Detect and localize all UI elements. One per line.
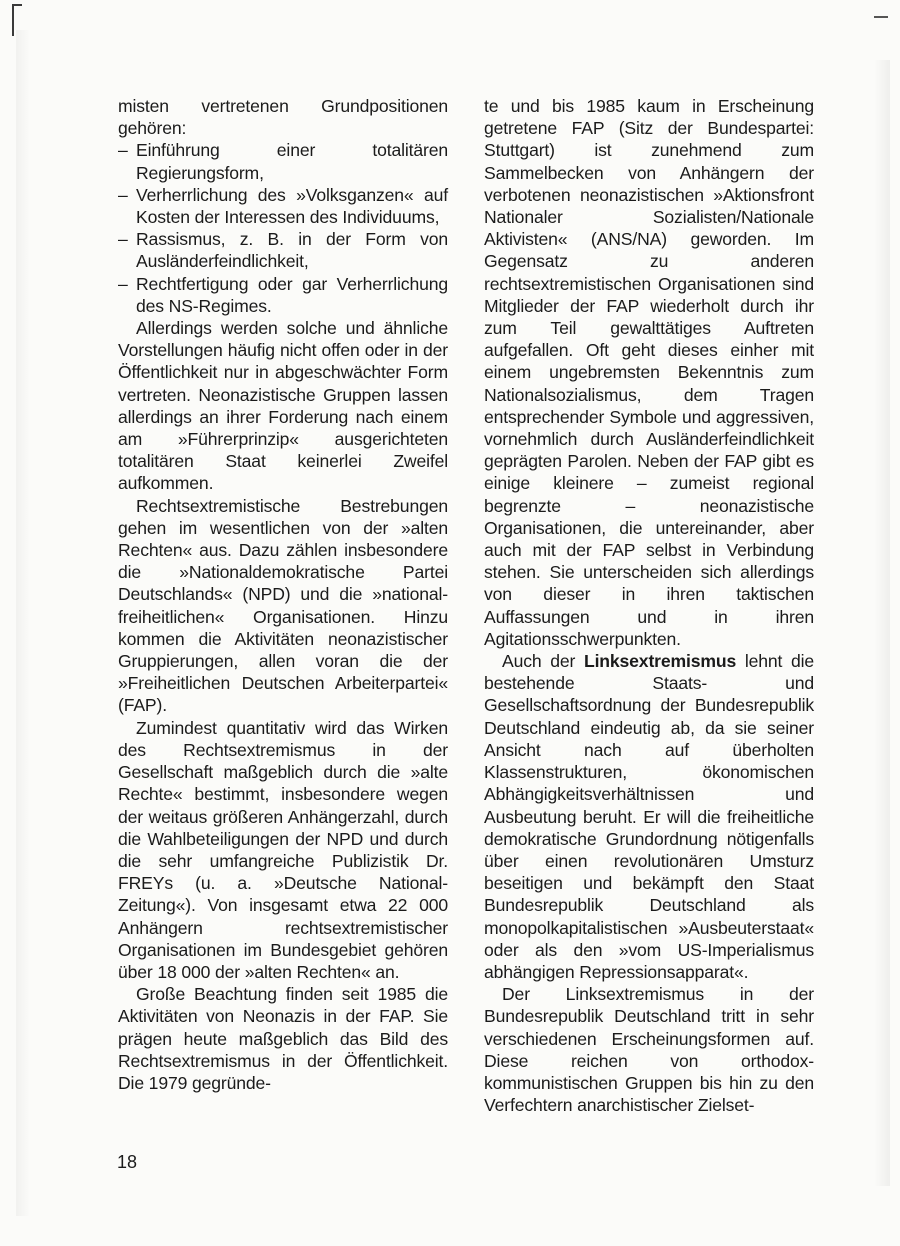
page-number: 18 (117, 1152, 138, 1172)
page-edge-shadow (874, 60, 890, 1186)
list-item (118, 184, 448, 228)
bold-term: Linksextremismus (583, 651, 737, 672)
list-item-text: Rassismus, z. B. in der Form von Ausländerfeindlichkeit, (136, 229, 448, 272)
paragraph (484, 650, 814, 983)
page-edge-shadow (16, 30, 30, 1216)
left-column (118, 95, 448, 1094)
paragraph: Große Beachtung finden seit 1985 die Aktivitäten von Neonazis in der FAP. Sie prägen heute maßgeblich das Bild des Rechtsextremismus in der Öffentlichkeit. Die 1979 gegründe- (118, 984, 448, 1093)
crop-mark (874, 16, 888, 18)
list-item-text: Rechtfertigung oder gar Verherrlichung des NS-Regimes. (136, 273, 448, 316)
dash-bullet: – (118, 273, 128, 294)
paragraph: Rechtsextremistische Bestrebungen gehen im wesentlichen von der »alten Rechten« aus. Dazu zählen insbesondere die »Nationaldemokratische Partei Deutschlands« (NPD) und die »national-freiheitlichen« Organisationen. Hinzu kommen die Aktivitäten neonazistischer Gruppierungen, allen voran die der »Freiheitlichen Deutschen Arbeiterpartei« (FAP). (118, 495, 448, 716)
paragraph: Allerdings werden solche und ähnliche Vorstellungen häufig nicht offen oder in der Öffentlichkeit nur in abgeschwächter Form vertreten. Neonazistische Gruppen lassen allerdings an ihrer Forderung nach einem am »Führerprinzip« ausgerichteten totalitären Staat keinerlei Zweifel aufkommen. (118, 318, 448, 494)
dash-bullet: – (118, 229, 128, 250)
paragraph: te und bis 1985 kaum in Erscheinung getretene FAP (Sitz der Bundespartei: Stuttgart) ist zunehmend zum Sammelbecken von Anhängern der verbotenen neonazistischen »Aktionsfront Nationaler Sozialisten/Nationale Aktivisten« (ANS/NA) geworden. Im Gegensatz zu anderen rechtsextremistischen Organisationen sind Mitglieder der FAP wiederholt durch ihr zum Teil gewalttätiges Auftreten aufgefallen. Oft geht dieses einher mit einem ungebremsten Bekenntnis zum Nationalsozialismus, dem Tragen entsprechender Symbole und aggressiven, vornehmlich durch Ausländerfeindlichkeit geprägten Parolen. Neben der FAP gibt es einige kleinere – zumeist regional begrenzte – neonazistische Organisationen, die untereinander, aber auch mit der FAP selbst in Verbindung stehen. Sie unterscheiden sich allerdings von dieser in ihren taktischen Auffassungen und in ihren Agitationsschwerpunkten. (484, 96, 814, 649)
list-item-text: Einführung einer totalitären Regierungsform, (136, 140, 448, 183)
dash-bullet: – (118, 184, 128, 205)
list-item (118, 228, 448, 272)
list-item-text: Verherrlichung des »Volksganzen« auf Kosten der Interessen des Individuums, (136, 184, 448, 228)
dash-bullet: – (118, 140, 128, 161)
paragraph-text: Auch der (502, 651, 584, 672)
list-item (118, 273, 448, 317)
paragraph: Der Linksextremismus in der Bundesrepublik Deutschland tritt in sehr verschiedenen Erscheinungsformen auf. Diese reichen von orthodox-kommunistischen Gruppen bis hin zu den Verfechtern anarchistischer Zielset- (484, 984, 814, 1116)
paragraph: misten vertretenen Grundpositionen gehören: (118, 96, 448, 139)
paragraph-text: lehnt die bestehende Staats- und Gesellschaftsordnung der Bundesrepublik Deutschland eindeutig ab, da sie seiner Ansicht nach auf überholten Klassenstrukturen, ökonomischen Abhängigkeitsverhältnissen und Ausbeutung beruht. Er will die freiheitliche demokratische Grundordnung nötigenfalls über einen revolutionären Umsturz beseitigen und bekämpft den Staat Bundesrepublik Deutschland als monopolkapitalistischen »Ausbeuterstaat« oder als den »vom US-Imperialismus abhängigen Repressionsapparat«. (484, 651, 814, 982)
right-column (484, 95, 814, 1116)
paragraph: Zumindest quantitativ wird das Wirken des Rechtsextremismus in der Gesellschaft maßgeblich durch die »alte Rechte« bestimmt, insbesondere wegen der weitaus größeren Anhängerzahl, durch die Wahlbeteiligungen der NPD und durch die sehr umfangreiche Publizistik Dr. FREYs (u. a. »Deutsche National-Zeitung«). Von insgesamt etwa 22 000 Anhängern rechtsextremistischer Organisationen im Bundesgebiet gehören über 18 000 der »alten Rechten« an. (118, 717, 448, 982)
list-item (118, 139, 448, 183)
